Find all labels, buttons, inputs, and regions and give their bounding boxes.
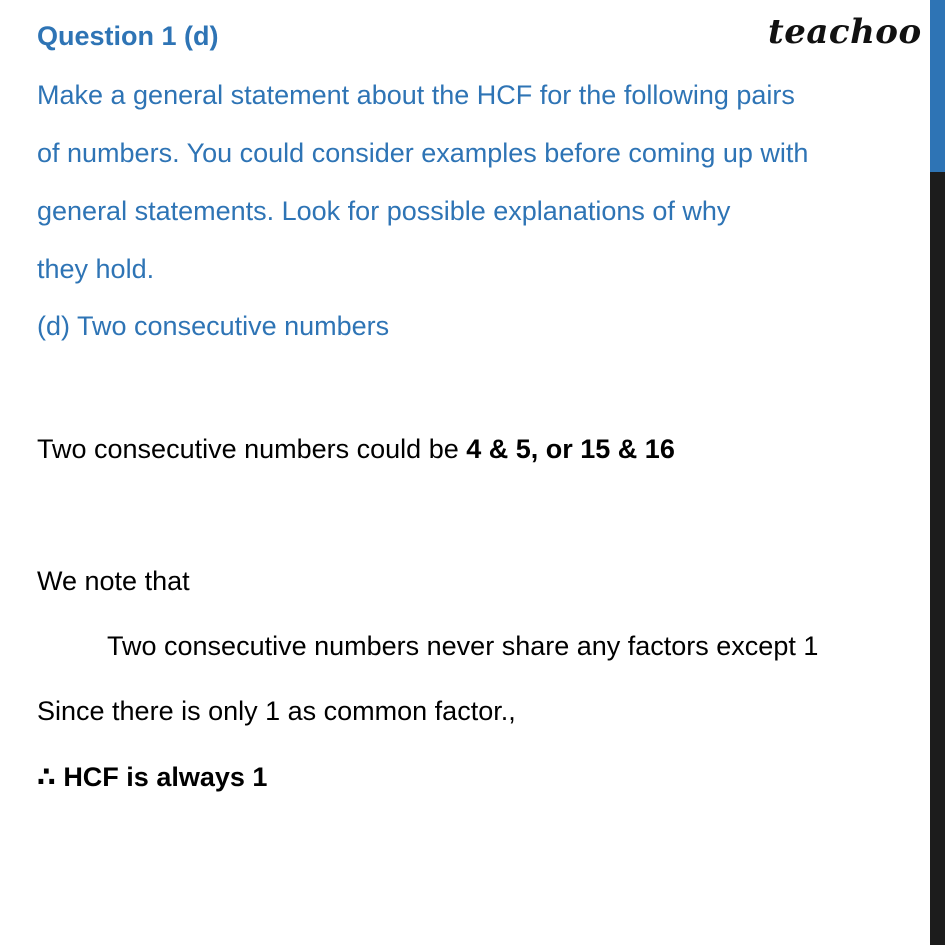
question-part-d: (d) Two consecutive numbers [37, 311, 390, 341]
question-title: Question 1 (d) [37, 21, 219, 51]
therefore-symbol: ∴ [37, 762, 56, 792]
conclusion [37, 762, 267, 793]
question-line-4: they hold. [37, 254, 155, 284]
note-intro: We note that [37, 566, 190, 596]
side-bar [930, 0, 945, 945]
note-body: Two consecutive numbers never share any factors except 1 [107, 631, 819, 661]
question-line-1: Make a general statement about the HCF for the following pairs [37, 80, 795, 110]
side-bar-accent [930, 0, 945, 172]
example-values: 4 & 5, or 15 & 16 [466, 434, 675, 464]
teachoo-logo: teachoo [768, 12, 922, 52]
question-line-2: of numbers. You could consider examples before coming up with [37, 138, 809, 168]
reason-statement: Since there is only 1 as common factor., [37, 696, 516, 726]
conclusion-text: HCF is always 1 [63, 762, 268, 792]
example-prefix: Two consecutive numbers could be [37, 434, 467, 464]
example-statement [37, 434, 675, 465]
question-line-3: general statements. Look for possible explanations of why [37, 196, 731, 226]
